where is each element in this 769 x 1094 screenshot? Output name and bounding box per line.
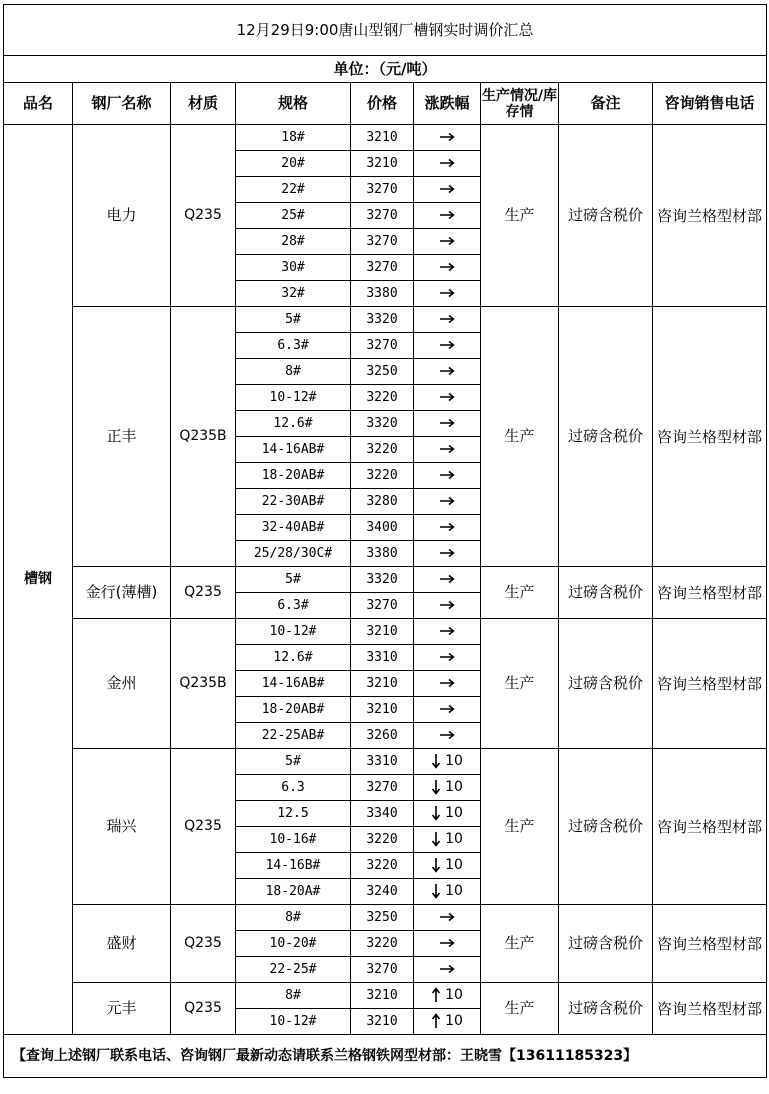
header-change: 涨跌幅 (414, 83, 481, 125)
change-cell (414, 879, 481, 905)
material-cell: Q235B (171, 307, 236, 567)
arrow-up-icon (431, 987, 441, 1003)
header-product: 品名 (4, 83, 73, 125)
change-cell (414, 697, 481, 723)
change-cell (414, 411, 481, 437)
change-amount: 10 (445, 883, 463, 899)
change-cell (414, 801, 481, 827)
spec-cell: 25# (236, 203, 351, 229)
arrow-right-icon (439, 571, 455, 587)
header-contact: 咨询销售电话 (653, 83, 767, 125)
change-cell (414, 827, 481, 853)
change-cell (414, 775, 481, 801)
table-row (4, 125, 767, 151)
material-cell: Q235 (171, 567, 236, 619)
spec-cell: 18-20AB# (236, 463, 351, 489)
spec-cell: 30# (236, 255, 351, 281)
spec-cell: 5# (236, 307, 351, 333)
change-cell (414, 307, 481, 333)
change-amount: 10 (445, 857, 463, 873)
spec-cell: 22-25# (236, 957, 351, 983)
price-cell: 3220 (351, 853, 414, 879)
spec-cell: 18# (236, 125, 351, 151)
price-cell: 3340 (351, 801, 414, 827)
arrow-right-icon (439, 363, 455, 379)
header-spec: 规格 (236, 83, 351, 125)
arrow-right-icon (439, 935, 455, 951)
price-cell: 3400 (351, 515, 414, 541)
status-cell: 生产 (481, 905, 559, 983)
price-cell: 3210 (351, 983, 414, 1009)
arrow-right-icon (439, 207, 455, 223)
material-cell: Q235B (171, 619, 236, 749)
table-row (4, 567, 767, 593)
factory-name: 正丰 (73, 307, 171, 567)
arrow-right-icon (439, 623, 455, 639)
arrow-right-icon (439, 649, 455, 665)
table-row (4, 749, 767, 775)
price-cell: 3270 (351, 255, 414, 281)
contact-cell: 咨询兰格型材部 (653, 905, 767, 983)
spec-cell: 18-20A# (236, 879, 351, 905)
factory-name: 金行(薄槽) (73, 567, 171, 619)
status-cell: 生产 (481, 307, 559, 567)
arrow-down-icon (431, 805, 441, 821)
price-cell: 3320 (351, 567, 414, 593)
change-cell (414, 359, 481, 385)
spec-cell: 32# (236, 281, 351, 307)
price-cell: 3210 (351, 671, 414, 697)
arrow-right-icon (439, 675, 455, 691)
change-cell (414, 437, 481, 463)
header-price: 价格 (351, 83, 414, 125)
status-cell: 生产 (481, 749, 559, 905)
spec-cell: 10-12# (236, 619, 351, 645)
arrow-down-icon (431, 753, 441, 769)
change-cell (414, 281, 481, 307)
spec-cell: 22-25AB# (236, 723, 351, 749)
price-cell: 3220 (351, 931, 414, 957)
arrow-right-icon (439, 597, 455, 613)
note-cell: 过磅含税价 (559, 125, 653, 307)
factory-name: 电力 (73, 125, 171, 307)
arrow-up-icon (431, 1013, 441, 1029)
material-cell: Q235 (171, 125, 236, 307)
change-cell (414, 619, 481, 645)
arrow-down-icon (431, 857, 441, 873)
arrow-right-icon (439, 701, 455, 717)
product-name: 槽钢 (4, 125, 73, 1035)
table-body (4, 125, 767, 1035)
factory-name: 金州 (73, 619, 171, 749)
arrow-right-icon (439, 285, 455, 301)
spec-cell: 8# (236, 905, 351, 931)
spec-cell: 8# (236, 983, 351, 1009)
contact-cell: 咨询兰格型材部 (653, 307, 767, 567)
spec-cell: 12.6# (236, 411, 351, 437)
contact-cell: 咨询兰格型材部 (653, 983, 767, 1035)
arrow-right-icon (439, 337, 455, 353)
arrow-right-icon (439, 519, 455, 535)
change-cell (414, 151, 481, 177)
spec-cell: 12.5 (236, 801, 351, 827)
change-cell (414, 957, 481, 983)
header-material: 材质 (171, 83, 236, 125)
price-cell: 3320 (351, 411, 414, 437)
price-cell: 3220 (351, 437, 414, 463)
spec-cell: 6.3# (236, 593, 351, 619)
spec-cell: 18-20AB# (236, 697, 351, 723)
change-cell (414, 853, 481, 879)
spec-cell: 8# (236, 359, 351, 385)
price-cell: 3250 (351, 905, 414, 931)
spec-cell: 6.3# (236, 333, 351, 359)
arrow-down-icon (431, 883, 441, 899)
price-cell: 3310 (351, 749, 414, 775)
arrow-right-icon (439, 259, 455, 275)
price-cell: 3220 (351, 827, 414, 853)
spec-cell: 10-20# (236, 931, 351, 957)
spec-cell: 5# (236, 567, 351, 593)
arrow-down-icon (431, 831, 441, 847)
table-row (4, 905, 767, 931)
spec-cell: 28# (236, 229, 351, 255)
factory-name: 盛财 (73, 905, 171, 983)
price-cell: 3270 (351, 957, 414, 983)
arrow-right-icon (439, 129, 455, 145)
factory-name: 元丰 (73, 983, 171, 1035)
note-cell: 过磅含税价 (559, 905, 653, 983)
note-cell: 过磅含税价 (559, 567, 653, 619)
material-cell: Q235 (171, 749, 236, 905)
spec-cell: 25/28/30C# (236, 541, 351, 567)
change-cell (414, 177, 481, 203)
arrow-right-icon (439, 233, 455, 249)
spec-cell: 10-12# (236, 1009, 351, 1035)
spec-cell: 22-30AB# (236, 489, 351, 515)
change-amount: 10 (445, 753, 463, 769)
footer-note: 【查询上述钢厂联系电话、咨询钢厂最新动态请联系兰格钢铁网型材部：王晓雪【13611185323】 (4, 1035, 767, 1078)
status-cell: 生产 (481, 619, 559, 749)
note-cell: 过磅含税价 (559, 749, 653, 905)
change-cell (414, 593, 481, 619)
change-cell (414, 229, 481, 255)
price-cell: 3310 (351, 645, 414, 671)
price-cell: 3270 (351, 775, 414, 801)
material-cell: Q235 (171, 983, 236, 1035)
spec-cell: 22# (236, 177, 351, 203)
price-cell: 3260 (351, 723, 414, 749)
table-row (4, 307, 767, 333)
factory-name: 瑞兴 (73, 749, 171, 905)
arrow-right-icon (439, 467, 455, 483)
spec-cell: 14-16B# (236, 853, 351, 879)
change-cell (414, 489, 481, 515)
spec-cell: 32-40AB# (236, 515, 351, 541)
change-cell (414, 723, 481, 749)
status-cell: 生产 (481, 567, 559, 619)
arrow-right-icon (439, 181, 455, 197)
change-cell (414, 931, 481, 957)
price-cell: 3270 (351, 593, 414, 619)
change-cell (414, 203, 481, 229)
arrow-right-icon (439, 727, 455, 743)
price-cell: 3210 (351, 125, 414, 151)
unit-label: 单位：（元/吨） (4, 56, 767, 83)
change-amount: 10 (445, 831, 463, 847)
arrow-right-icon (439, 493, 455, 509)
table-row (4, 619, 767, 645)
arrow-right-icon (439, 389, 455, 405)
change-cell (414, 541, 481, 567)
change-cell (414, 567, 481, 593)
spec-cell: 14-16AB# (236, 671, 351, 697)
header-note: 备注 (559, 83, 653, 125)
change-amount: 10 (445, 987, 463, 1003)
change-cell (414, 463, 481, 489)
change-amount: 10 (445, 1013, 463, 1029)
spec-cell: 20# (236, 151, 351, 177)
change-cell (414, 983, 481, 1009)
page-title: 12月29日9:00唐山型钢厂槽钢实时调价汇总 (4, 5, 767, 56)
spec-cell: 5# (236, 749, 351, 775)
change-cell (414, 515, 481, 541)
change-amount: 10 (445, 779, 463, 795)
arrow-right-icon (439, 545, 455, 561)
arrow-right-icon (439, 961, 455, 977)
arrow-right-icon (439, 311, 455, 327)
contact-cell: 咨询兰格型材部 (653, 567, 767, 619)
contact-cell: 咨询兰格型材部 (653, 125, 767, 307)
price-cell: 3210 (351, 697, 414, 723)
change-cell (414, 645, 481, 671)
price-cell: 3220 (351, 463, 414, 489)
arrow-right-icon (439, 415, 455, 431)
change-cell (414, 255, 481, 281)
price-cell: 3250 (351, 359, 414, 385)
price-cell: 3280 (351, 489, 414, 515)
price-cell: 3270 (351, 229, 414, 255)
price-cell: 3320 (351, 307, 414, 333)
price-table (3, 4, 767, 1078)
price-cell: 3380 (351, 541, 414, 567)
price-cell: 3270 (351, 177, 414, 203)
table-row (4, 983, 767, 1009)
price-cell: 3220 (351, 385, 414, 411)
price-cell: 3270 (351, 203, 414, 229)
header-factory: 钢厂名称 (73, 83, 171, 125)
note-cell: 过磅含税价 (559, 619, 653, 749)
arrow-right-icon (439, 441, 455, 457)
change-cell (414, 125, 481, 151)
contact-cell: 咨询兰格型材部 (653, 749, 767, 905)
note-cell: 过磅含税价 (559, 307, 653, 567)
note-cell: 过磅含税价 (559, 983, 653, 1035)
change-cell (414, 1009, 481, 1035)
price-cell: 3270 (351, 333, 414, 359)
price-cell: 3210 (351, 151, 414, 177)
change-cell (414, 333, 481, 359)
price-cell: 3380 (351, 281, 414, 307)
spec-cell: 14-16AB# (236, 437, 351, 463)
header-status: 生产情况/库存情 (481, 83, 559, 125)
price-cell: 3210 (351, 1009, 414, 1035)
status-cell: 生产 (481, 983, 559, 1035)
material-cell: Q235 (171, 905, 236, 983)
arrow-right-icon (439, 909, 455, 925)
contact-cell: 咨询兰格型材部 (653, 619, 767, 749)
price-cell: 3210 (351, 619, 414, 645)
arrow-down-icon (431, 779, 441, 795)
price-cell: 3240 (351, 879, 414, 905)
arrow-right-icon (439, 155, 455, 171)
spec-cell: 10-12# (236, 385, 351, 411)
change-cell (414, 671, 481, 697)
change-cell (414, 905, 481, 931)
change-cell (414, 749, 481, 775)
change-amount: 10 (445, 805, 463, 821)
spec-cell: 6.3 (236, 775, 351, 801)
spec-cell: 10-16# (236, 827, 351, 853)
status-cell: 生产 (481, 125, 559, 307)
spec-cell: 12.6# (236, 645, 351, 671)
change-cell (414, 385, 481, 411)
